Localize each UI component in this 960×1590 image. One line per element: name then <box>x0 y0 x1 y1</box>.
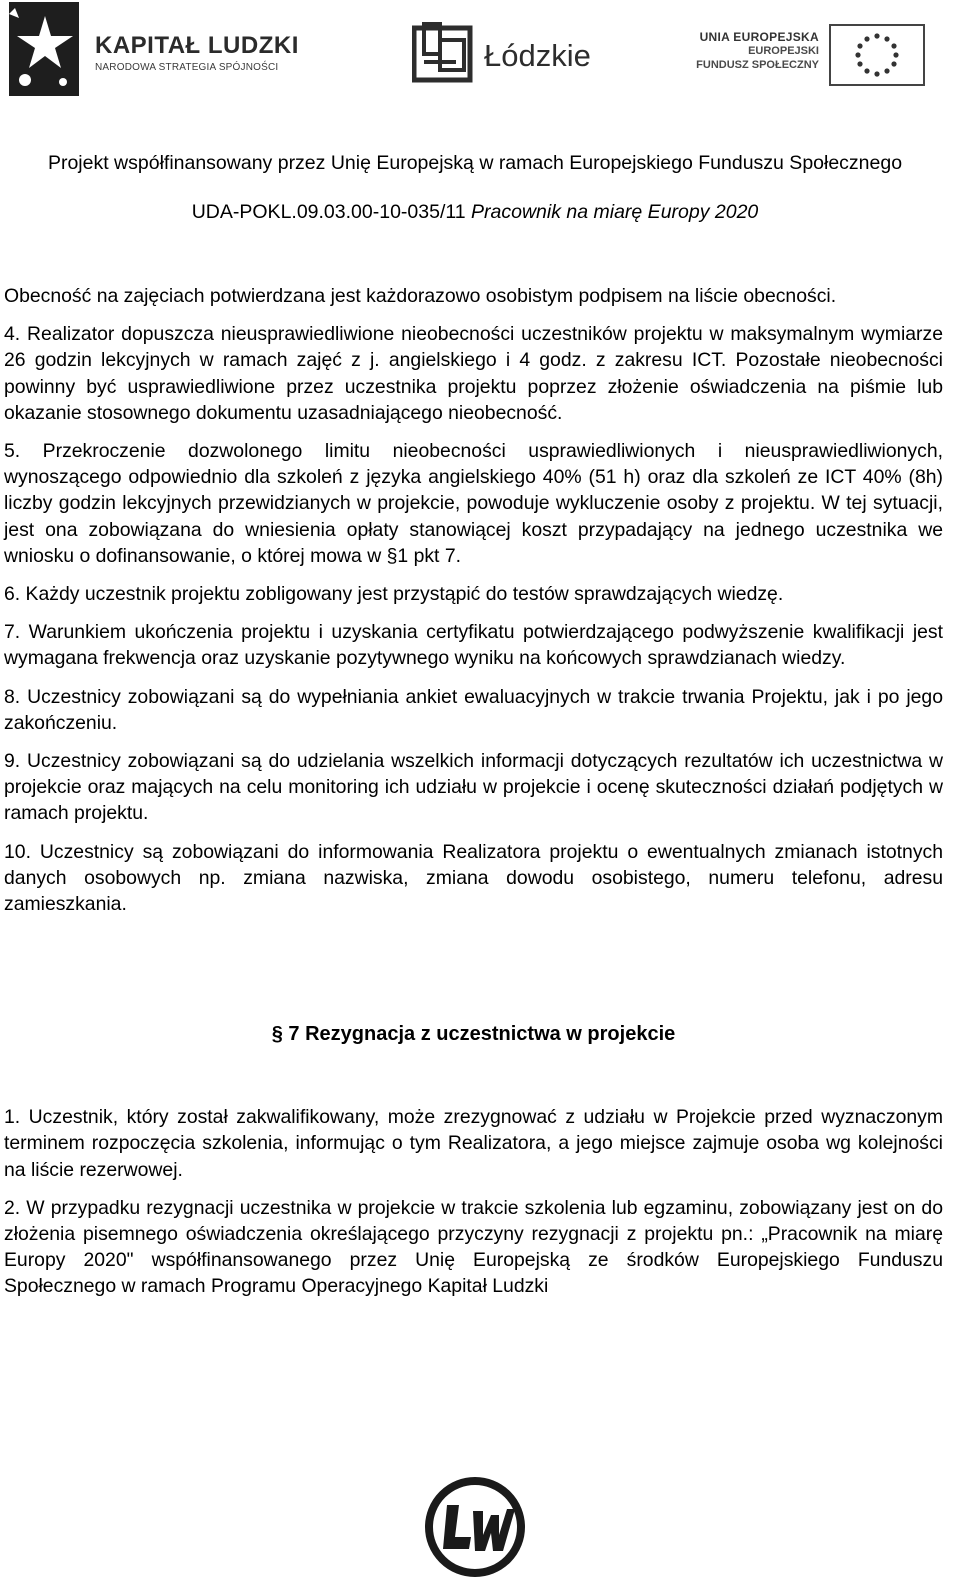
paragraph-9: 9. Uczestnicy zobowiązani są do udzielania wszelkich informacji dotyczących rezultatów ich uczestnictwa w projekcie oraz mających na celu monitoring ich udziału w projekcie i ocenę skuteczności działań podjętych w ramach projektu. <box>4 750 943 825</box>
section7-paragraph-1: 1. Uczestnik, który został zakwalifikowany, może zrezygnować z udziału w Projekcie przed wyznaczonym terminem rozpoczęcia szkolenia, informując o tym Realizatora, a jego miejsce zajmuje osoba wg kolejności na liście rezerwowej. <box>4 1106 943 1181</box>
lodzkie-logo <box>412 22 612 92</box>
eu-logo-line2: EUROPEJSKI <box>748 45 819 57</box>
kapital-ludzki-name: KAPITAŁ LUDZKI <box>95 32 299 59</box>
eu-logo-line3: FUNDUSZ SPOŁECZNY <box>696 59 819 71</box>
project-name: Pracownik na miarę Europy 2020 <box>471 201 759 223</box>
paragraph-attendance: Obecność na zajęciach potwierdzana jest każdorazowo osobistym podpisem na liście obecności. <box>4 285 837 307</box>
project-identifier-line <box>0 201 950 224</box>
kapital-ludzki-logo <box>5 2 305 98</box>
eu-logo <box>696 24 925 84</box>
kapital-ludzki-subtitle: NARODOWA STRATEGIA SPÓJNOŚCI <box>95 62 279 73</box>
paragraph-6: 6. Każdy uczestnik projektu zobligowany jest przystąpić do testów sprawdzających wiedzę. <box>4 583 784 606</box>
lodzkie-name: Łódzkie <box>484 38 591 73</box>
paragraph-5: 5. Przekroczenie dozwolonego limitu nieobecności usprawiedliwionych i nieusprawiedliwionych, wynoszącego odpowiednio dla szkoleń z języka angielskiego 40% (51 h) oraz dla szkoleń ze ICT 40% (8h) liczby godzin lekcyjnych przewidzianych w projekcie, powoduje wykluczenie osoby z projektu. W tej sytuacji, jest ona zobowiązana do wniesienia opłaty stanowiącej koszt przypadający na jednego uczestnika we wniosku o dofinansowanie, o której mowa w §1 pkt 7. <box>4 440 943 567</box>
logo-header <box>0 0 960 110</box>
kapital-ludzki-star-icon <box>5 2 91 98</box>
eu-logo-line1: UNIA EUROPEJSKA <box>699 30 819 44</box>
section-heading: § 7 Rezygnacja z uczestnictwa w projekcie <box>271 1023 676 1046</box>
lodzkie-emblem-icon <box>412 22 476 86</box>
lw-logo-icon <box>425 1475 525 1580</box>
paragraph-10: 10. Uczestnicy są zobowiązani do informowania Realizatora projektu o ewentualnych zmianach istotnych danych osobowych np. zmiana nazwiska, zmiana dowodu osobistego, numeru telefonu, adresu zamieszkania. <box>4 840 943 916</box>
paragraph-4: 4. Realizator dopuszcza nieusprawiedliwione nieobecności uczestników projektu w maksymalnym wymiarze 26 godzin lekcyjnych w ramach zajęć z j. angielskiego i 4 godz. z zakresu ICT. Pozostałe nieobecności powinny być usprawiedliwione przez uczestnika projektu poprzez złożenie oświadczenia na piśmie lub okazanie stosownego dokumentu uzasadniającego nieobecność. <box>4 323 943 424</box>
document-body <box>4 283 943 1312</box>
paragraph-8: 8. Uczestnicy zobowiązani są do wypełniania ankiet ewaluacyjnych w trakcie trwania Projektu, jak i po jego zakończeniu. <box>4 685 943 734</box>
paragraph-7: 7. Warunkiem ukończenia projektu i uzyskania certyfikatu potwierdzającego podwyższenie kwalifikacji jest wymagana frekwencja oraz uzyskanie pozytywnego wyniku na końcowych sprawdzianach wiedzy. <box>4 621 943 670</box>
section7-paragraph-2: 2. W przypadku rezygnacji uczestnika w projekcie w trakcie szkolenia lub egzaminu, zobowiązany jest on do złożenia pisemnego oświadczenia określającego przyczyny rezygnacji z projektu pn.: „Pracownik na miarę Europy 2020" współfinansowanego przez Unię Europejską ze środków Europejskiego Funduszu Społecznego w ramach Programu Operacyjnego Kapitał Ludzki <box>4 1196 943 1298</box>
footer-logo <box>425 1475 525 1580</box>
eu-flag-icon <box>829 24 925 86</box>
project-cofinancing-line: Projekt współfinansowany przez Unię Europejską w ramach Europejskiego Funduszu Społecznego <box>47 152 903 174</box>
project-code: UDA-POKL.09.03.00-10-035/11 <box>191 201 466 223</box>
